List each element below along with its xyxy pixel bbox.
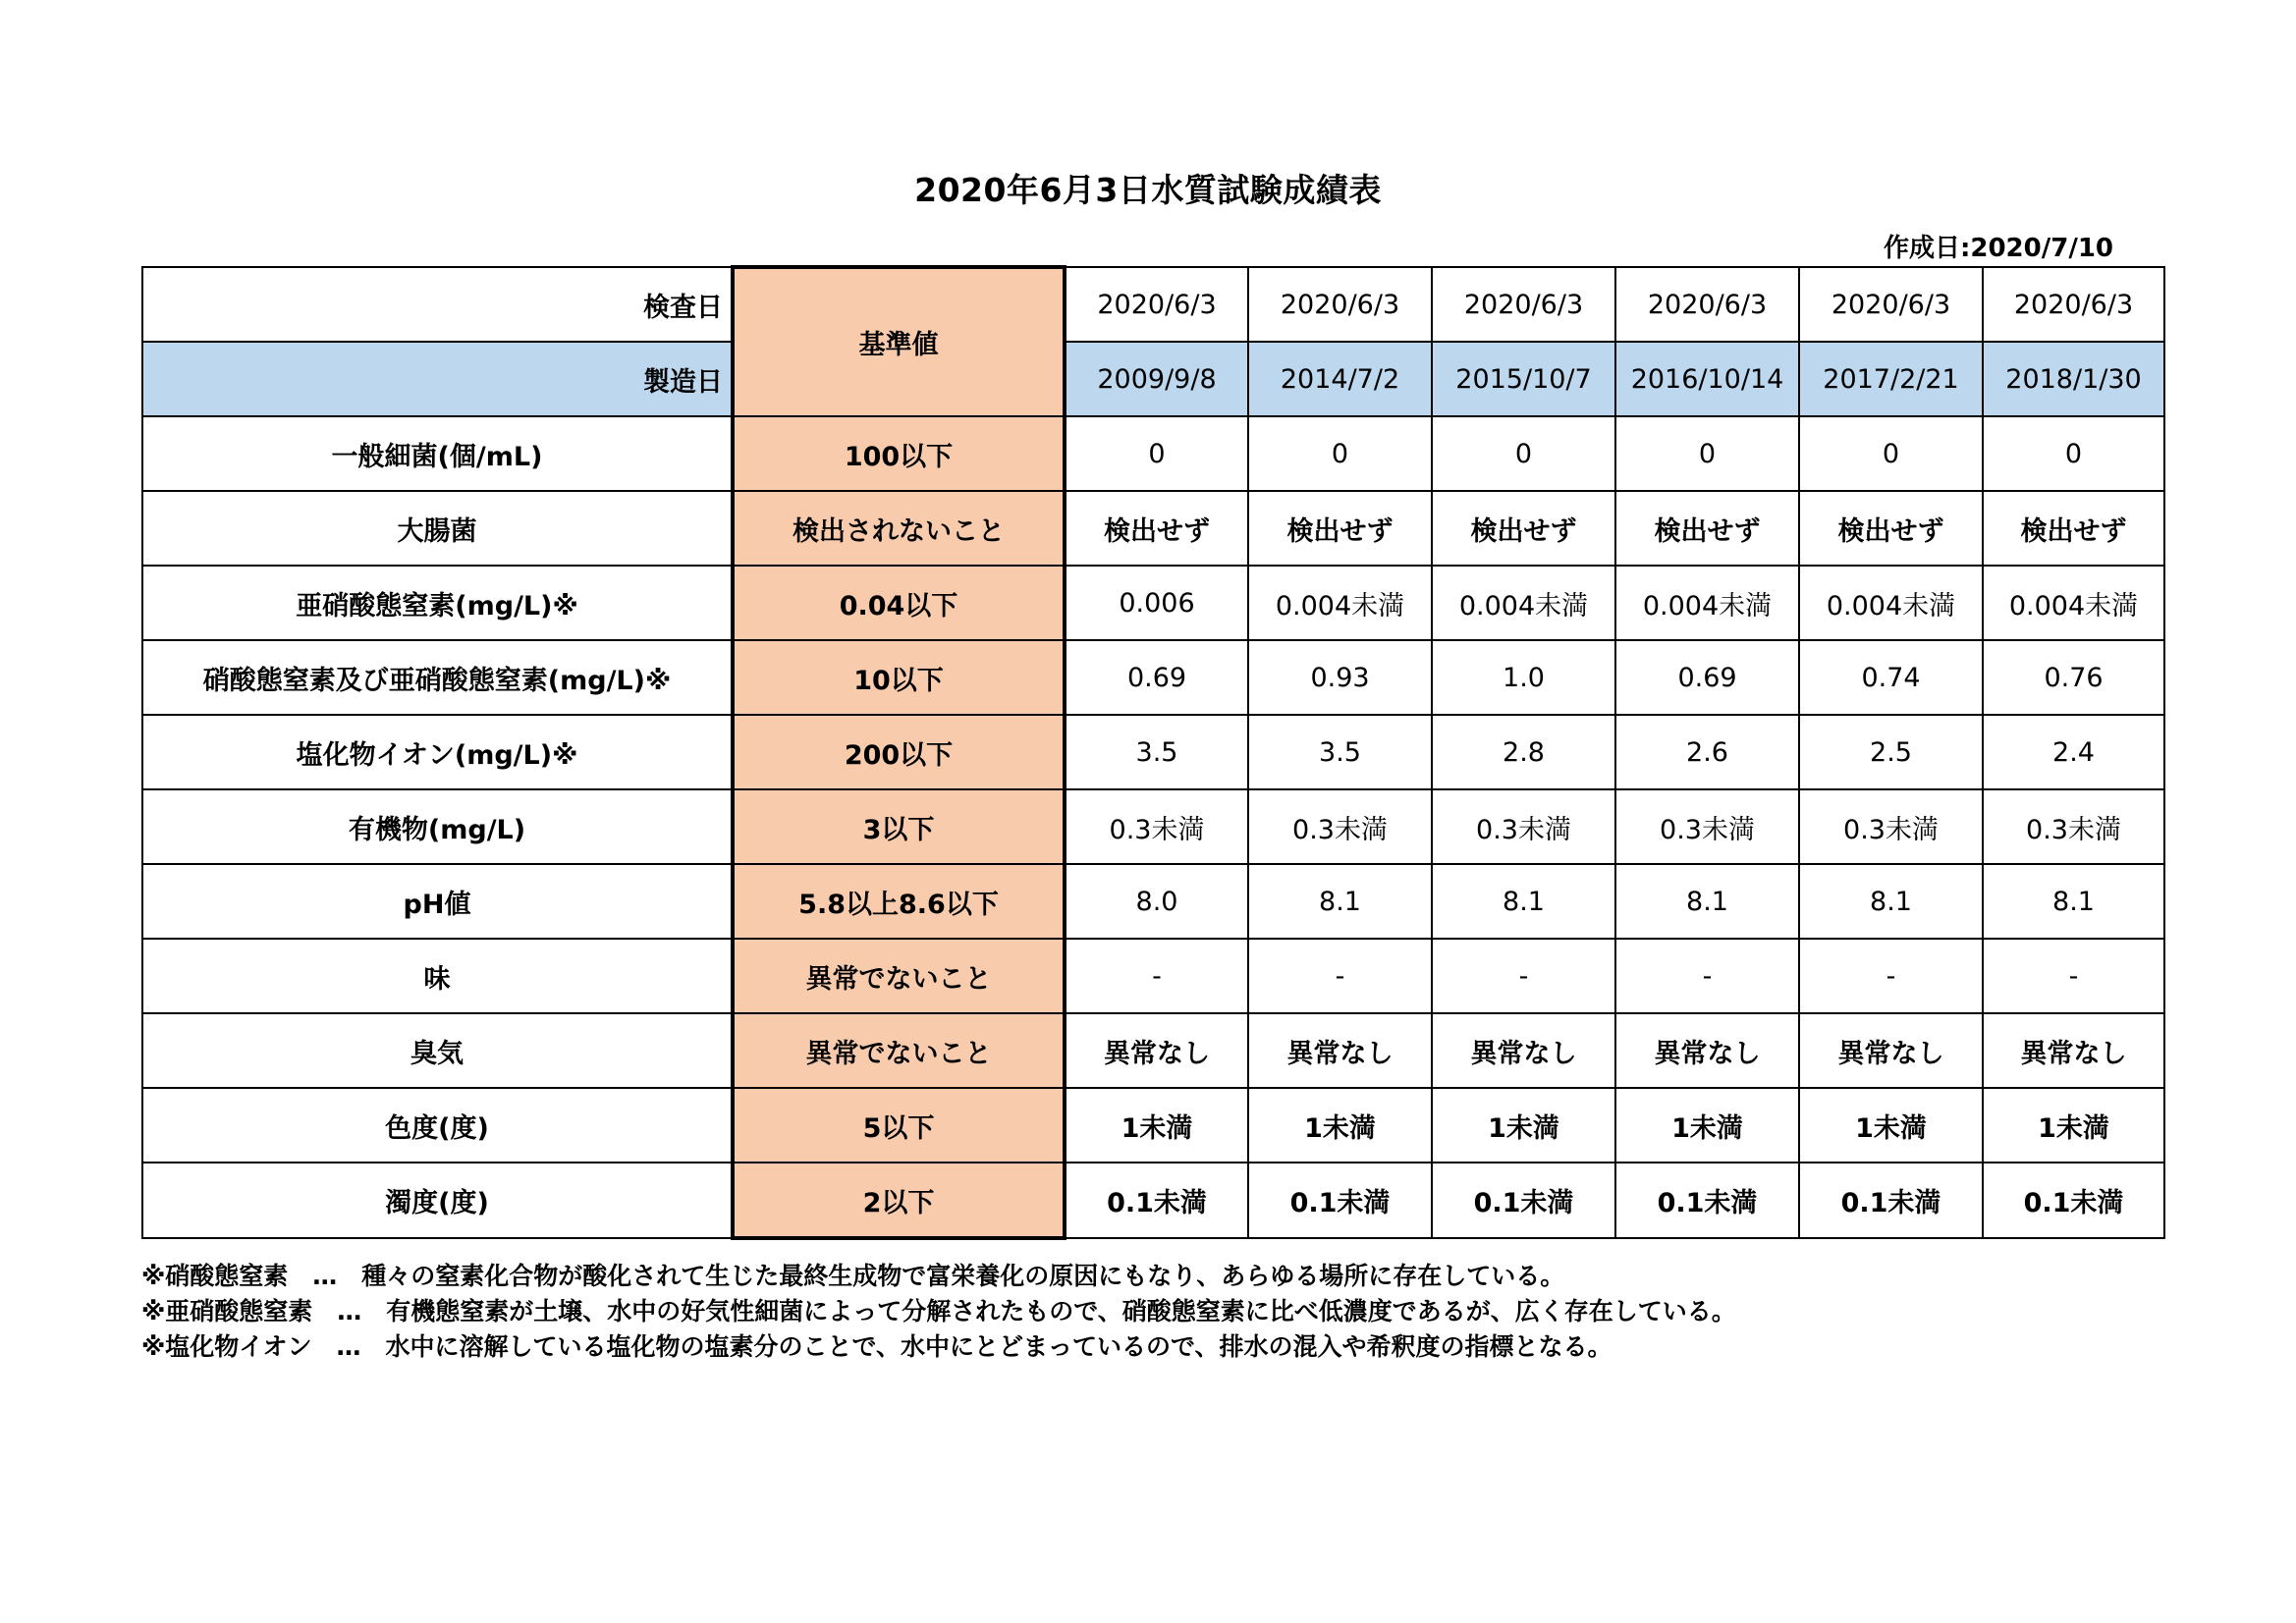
result-value-cell: - [1799, 939, 1983, 1013]
result-value-cell: - [1248, 939, 1432, 1013]
standard-value-cell: 200以下 [733, 715, 1065, 789]
created-date: 作成日:2020/7/10 [1883, 234, 2113, 263]
table-row [142, 566, 2164, 640]
result-value-cell: 1未満 [1065, 1088, 1248, 1163]
result-value-cell: 0.1未満 [1799, 1163, 1983, 1238]
water-quality-table [141, 265, 2165, 1240]
result-value-cell: 8.1 [1799, 864, 1983, 939]
test-date-row [142, 267, 2164, 342]
result-value-cell: 0 [1615, 416, 1799, 491]
result-value-cell: 8.1 [1248, 864, 1432, 939]
result-value-cell: 異常なし [1615, 1013, 1799, 1088]
result-value-cell: 異常なし [1432, 1013, 1615, 1088]
result-value-cell: 異常なし [1065, 1013, 1248, 1088]
standard-value-cell: 2以下 [733, 1163, 1065, 1238]
page-title: 2020年6月3日水質試験成績表 [914, 171, 1382, 209]
result-value-cell: 0.93 [1248, 640, 1432, 715]
mfg-date-cell: 2017/2/21 [1799, 342, 1983, 416]
result-value-cell: 2.5 [1799, 715, 1983, 789]
result-value-cell: 0.004未満 [1615, 566, 1799, 640]
result-value-cell: 異常なし [1799, 1013, 1983, 1088]
test-date-cell: 2020/6/3 [1799, 267, 1983, 342]
result-value-cell: 0.004未満 [1983, 566, 2164, 640]
result-value-cell: 8.1 [1615, 864, 1799, 939]
table-row [142, 939, 2164, 1013]
test-date-cell: 2020/6/3 [1248, 267, 1432, 342]
standard-value-cell: 100以下 [733, 416, 1065, 491]
result-value-cell: - [1065, 939, 1248, 1013]
footnote-line: ※塩化物イオン … 水中に溶解している塩化物の塩素分のことで、水中にとどまっているので、排水の混入や希釈度の指標となる。 [141, 1332, 1613, 1361]
result-value-cell: 1未満 [1615, 1088, 1799, 1163]
item-name-cell: 亜硝酸態窒素(mg/L)※ [142, 566, 733, 640]
result-value-cell: 異常なし [1983, 1013, 2164, 1088]
result-value-cell: 2.4 [1983, 715, 2164, 789]
result-value-cell: 0.3未満 [1799, 789, 1983, 864]
result-value-cell: 0.006 [1065, 566, 1248, 640]
result-value-cell: 検出せず [1432, 491, 1615, 566]
result-value-cell: 検出せず [1248, 491, 1432, 566]
test-date-cell: 2020/6/3 [1065, 267, 1248, 342]
result-value-cell: 1未満 [1432, 1088, 1615, 1163]
table-row [142, 1013, 2164, 1088]
mfg-date-cell: 2009/9/8 [1065, 342, 1248, 416]
footnote-line: ※硝酸態窒素 … 種々の窒素化合物が酸化されて生じた最終生成物で富栄養化の原因にもなり、あらゆる場所に存在している。 [141, 1262, 1565, 1290]
result-value-cell: 0.004未満 [1248, 566, 1432, 640]
result-value-cell: 1未満 [1248, 1088, 1432, 1163]
result-value-cell: 検出せず [1065, 491, 1248, 566]
result-value-cell: 0.1未満 [1983, 1163, 2164, 1238]
table-row [142, 640, 2164, 715]
result-value-cell: 0.69 [1065, 640, 1248, 715]
test-date-cell: 2020/6/3 [1615, 267, 1799, 342]
test-date-cell: 2020/6/3 [1983, 267, 2164, 342]
item-name-cell: 臭気 [142, 1013, 733, 1088]
result-value-cell: 8.1 [1983, 864, 2164, 939]
result-value-cell: 0 [1983, 416, 2164, 491]
result-value-cell: 2.6 [1615, 715, 1799, 789]
table-row [142, 1163, 2164, 1238]
result-value-cell: 0.1未満 [1248, 1163, 1432, 1238]
result-value-cell: 0.1未満 [1615, 1163, 1799, 1238]
table-row [142, 715, 2164, 789]
result-value-cell: 0 [1799, 416, 1983, 491]
standard-value-cell: 異常でないこと [733, 939, 1065, 1013]
mfg-date-row [142, 342, 2164, 416]
result-value-cell: 検出せず [1983, 491, 2164, 566]
mfg-date-cell: 2015/10/7 [1432, 342, 1615, 416]
item-name-cell: 塩化物イオン(mg/L)※ [142, 715, 733, 789]
standard-value-cell: 3以下 [733, 789, 1065, 864]
test-date-cell: 2020/6/3 [1432, 267, 1615, 342]
result-value-cell: 0 [1065, 416, 1248, 491]
result-value-cell: - [1983, 939, 2164, 1013]
standard-header: 基準値 [733, 267, 1065, 416]
result-value-cell: 検出せず [1799, 491, 1983, 566]
table-row [142, 864, 2164, 939]
result-value-cell: 3.5 [1065, 715, 1248, 789]
standard-value-cell: 5以下 [733, 1088, 1065, 1163]
footnotes [141, 1259, 1736, 1365]
result-value-cell: 0.69 [1615, 640, 1799, 715]
result-value-cell: 0.3未満 [1065, 789, 1248, 864]
table-row [142, 1088, 2164, 1163]
item-name-cell: pH値 [142, 864, 733, 939]
standard-value-cell: 5.8以上8.6以下 [733, 864, 1065, 939]
result-value-cell: 8.0 [1065, 864, 1248, 939]
result-value-cell: 0 [1248, 416, 1432, 491]
result-value-cell: 2.8 [1432, 715, 1615, 789]
result-value-cell: 3.5 [1248, 715, 1432, 789]
mfg-date-cell: 2014/7/2 [1248, 342, 1432, 416]
item-name-cell: 味 [142, 939, 733, 1013]
result-value-cell: 異常なし [1248, 1013, 1432, 1088]
item-name-cell: 有機物(mg/L) [142, 789, 733, 864]
standard-value-cell: 異常でないこと [733, 1013, 1065, 1088]
result-value-cell: 0.004未満 [1432, 566, 1615, 640]
item-name-cell: 大腸菌 [142, 491, 733, 566]
result-value-cell: 0.1未満 [1065, 1163, 1248, 1238]
result-value-cell: 1未満 [1983, 1088, 2164, 1163]
result-value-cell: 0.3未満 [1983, 789, 2164, 864]
result-value-cell: 0.76 [1983, 640, 2164, 715]
result-value-cell: 1未満 [1799, 1088, 1983, 1163]
result-value-cell: 検出せず [1615, 491, 1799, 566]
result-value-cell: 0 [1432, 416, 1615, 491]
result-value-cell: 0.3未満 [1432, 789, 1615, 864]
table-row [142, 491, 2164, 566]
result-value-cell: - [1615, 939, 1799, 1013]
mfg-date-cell: 2016/10/14 [1615, 342, 1799, 416]
result-value-cell: 0.1未満 [1432, 1163, 1615, 1238]
result-value-cell: 0.74 [1799, 640, 1983, 715]
mfg-date-label: 製造日 [142, 342, 733, 416]
test-date-label: 検査日 [142, 267, 733, 342]
item-name-cell: 一般細菌(個/mL) [142, 416, 733, 491]
item-name-cell: 濁度(度) [142, 1163, 733, 1238]
result-value-cell: - [1432, 939, 1615, 1013]
result-value-cell: 0.3未満 [1248, 789, 1432, 864]
item-name-cell: 色度(度) [142, 1088, 733, 1163]
result-value-cell: 8.1 [1432, 864, 1615, 939]
result-value-cell: 1.0 [1432, 640, 1615, 715]
table-row [142, 416, 2164, 491]
standard-value-cell: 検出されないこと [733, 491, 1065, 566]
result-value-cell: 0.3未満 [1615, 789, 1799, 864]
item-name-cell: 硝酸態窒素及び亜硝酸態窒素(mg/L)※ [142, 640, 733, 715]
standard-value-cell: 10以下 [733, 640, 1065, 715]
result-value-cell: 0.004未満 [1799, 566, 1983, 640]
standard-value-cell: 0.04以下 [733, 566, 1065, 640]
mfg-date-cell: 2018/1/30 [1983, 342, 2164, 416]
table-row [142, 789, 2164, 864]
footnote-line: ※亜硝酸態窒素 … 有機態窒素が土壌、水中の好気性細菌によって分解されたもので、硝酸態窒素に比べ低濃度であるが、広く存在している。 [141, 1297, 1736, 1325]
